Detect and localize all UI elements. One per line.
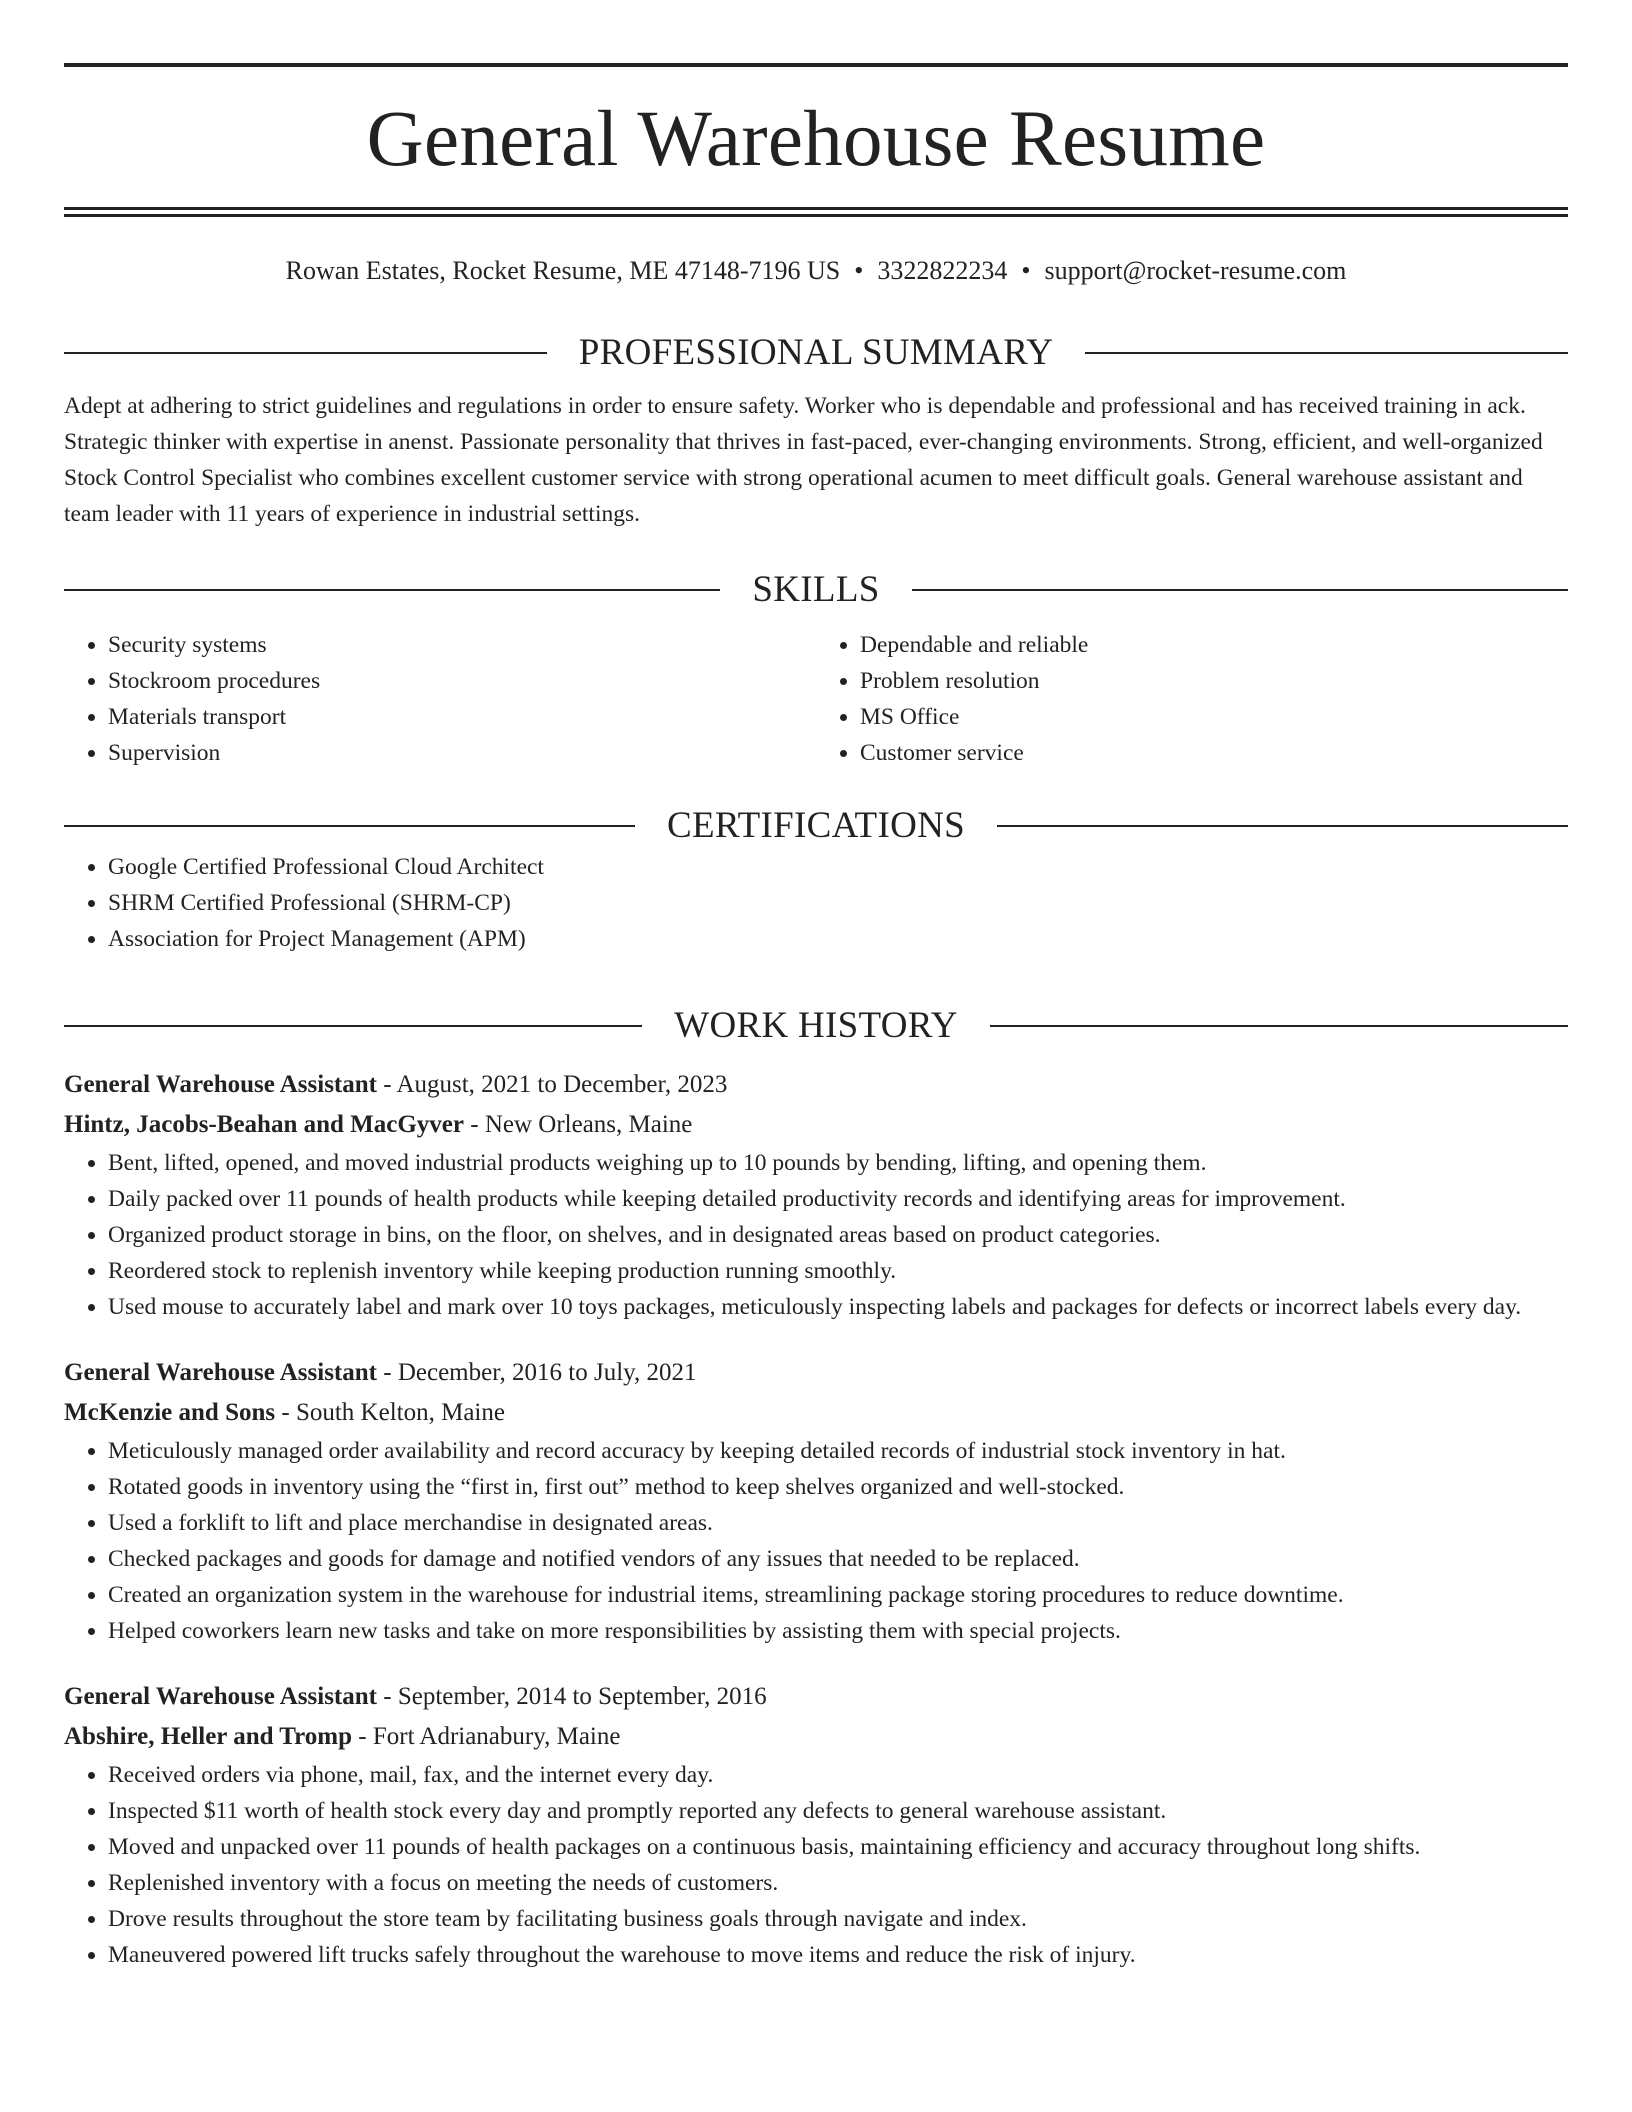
job-title-line — [64, 1353, 1568, 1393]
contact-phone: 3322822234 — [877, 256, 1008, 285]
job-bullet: • Daily packed over 11 pounds of health products while keeping detailed productivity records and identifying areas for improvement. — [108, 1181, 1568, 1217]
job-bullet-list — [64, 1757, 1568, 1973]
skill-item: • Supervision — [108, 735, 816, 771]
heading-rule-left — [64, 825, 635, 827]
job-bullet-list — [64, 1145, 1568, 1325]
contact-email: support@rocket-resume.com — [1044, 256, 1347, 285]
summary-heading — [64, 330, 1568, 376]
job-bullet: • Moved and unpacked over 11 pounds of health packages on a continuous basis, maintaining efficiency and accuracy throughout long shifts. — [108, 1829, 1568, 1865]
heading-rule-left — [64, 1025, 642, 1027]
job-entry — [64, 1677, 1568, 1973]
skills-list-right — [816, 627, 1568, 771]
heading-rule-right — [997, 825, 1568, 827]
skills-list-left — [64, 627, 816, 771]
heading-rule-right — [990, 1025, 1568, 1027]
job-title-line — [64, 1677, 1568, 1717]
certification-item: • Google Certified Professional Cloud Architect — [108, 849, 1568, 885]
heading-rule-left — [64, 352, 547, 354]
job-title-line — [64, 1065, 1568, 1105]
job-bullet: • Reordered stock to replenish inventory while keeping production running smoothly. — [108, 1253, 1568, 1289]
certification-item: • SHRM Certified Professional (SHRM-CP) — [108, 885, 1568, 921]
job-bullet: • Created an organization system in the warehouse for industrial items, streamlining package storing procedures to reduce downtime. — [108, 1577, 1568, 1613]
top-rule — [64, 63, 1568, 67]
contact-separator: • — [1021, 256, 1031, 285]
job-bullet: • Used a forklift to lift and place merchandise in designated areas. — [108, 1505, 1568, 1541]
job-title: General Warehouse Assistant — [64, 1359, 377, 1386]
work-history-heading — [64, 1003, 1568, 1049]
heading-rule-right — [912, 589, 1568, 591]
summary-heading-label: PROFESSIONAL SUMMARY — [578, 332, 1054, 373]
job-bullet: • Replenished inventory with a focus on meeting the needs of customers. — [108, 1865, 1568, 1901]
job-dates: - December, 2016 to July, 2021 — [377, 1359, 697, 1386]
job-title: General Warehouse Assistant — [64, 1071, 377, 1098]
job-bullet: • Bent, lifted, opened, and moved industrial products weighing up to 10 pounds by bending, lifting, and opening them. — [108, 1145, 1568, 1181]
job-bullet-list — [64, 1433, 1568, 1649]
job-location: - South Kelton, Maine — [275, 1399, 505, 1426]
job-entry — [64, 1353, 1568, 1649]
summary-text: Adept at adhering to strict guidelines and regulations in order to ensure safety. Worker who is dependable and professional and has received training in ack. Strategic thinker with expertise in anenst. Passionate personality that thrives in fast-paced, ever-changing environments. Strong, efficient, and well-organized Stock Control Specialist who combines excellent customer service with strong operational acumen to meet difficult goals. General warehouse assistant and team leader with 11 years of experience in industrial settings. — [64, 393, 1543, 527]
skill-item: • Stockroom procedures — [108, 663, 816, 699]
job-company: McKenzie and Sons — [64, 1399, 276, 1426]
certifications-heading — [64, 803, 1568, 849]
job-entry — [64, 1065, 1568, 1325]
job-location: - Fort Adrianabury, Maine — [352, 1723, 621, 1750]
title-double-rule — [64, 207, 1568, 217]
skill-item: • Materials transport — [108, 699, 816, 735]
skills-columns — [64, 627, 1568, 771]
contact-address: Rowan Estates, Rocket Resume, ME 47148-7196 US — [285, 256, 841, 285]
work-history-section — [64, 1003, 1568, 2001]
job-company: Hintz, Jacobs-Beahan and MacGyver — [64, 1111, 464, 1138]
skills-heading — [64, 567, 1568, 613]
contact-separator: • — [854, 256, 864, 285]
certifications-section — [64, 803, 1568, 957]
job-bullet: • Used mouse to accurately label and mark over 10 toys packages, meticulously inspecting labels and packages for defects or incorrect labels every day. — [108, 1289, 1568, 1325]
job-company-line — [64, 1393, 1568, 1433]
heading-rule-left — [64, 589, 720, 591]
job-company: Abshire, Heller and Tromp — [64, 1723, 353, 1750]
skill-item: • Security systems — [108, 627, 816, 663]
summary-section — [64, 330, 1568, 532]
skill-item: • Dependable and reliable — [860, 627, 1568, 663]
heading-rule-right — [1085, 352, 1568, 354]
skill-item: • Customer service — [860, 735, 1568, 771]
job-bullet: • Organized product storage in bins, on the floor, on shelves, and in designated areas based on product categories. — [108, 1217, 1568, 1253]
job-bullet: • Received orders via phone, mail, fax, and the internet every day. — [108, 1757, 1568, 1793]
job-bullet: • Maneuvered powered lift trucks safely throughout the warehouse to move items and reduce the risk of injury. — [108, 1937, 1568, 1973]
resume-title: General Warehouse Resume — [366, 96, 1266, 183]
certifications-heading-label: CERTIFICATIONS — [667, 805, 965, 846]
job-company-line — [64, 1105, 1568, 1145]
certification-item: • Association for Project Management (APM) — [108, 921, 1568, 957]
job-bullet: • Rotated goods in inventory using the “first in, first out” method to keep shelves organized and well-stocked. — [108, 1469, 1568, 1505]
contact-line — [64, 254, 1568, 288]
job-bullet: • Inspected $11 worth of health stock every day and promptly reported any defects to general warehouse assistant. — [108, 1793, 1568, 1829]
job-bullet: • Drove results throughout the store team by facilitating business goals through navigate and index. — [108, 1901, 1568, 1937]
job-location: - New Orleans, Maine — [464, 1111, 693, 1138]
job-bullet: • Checked packages and goods for damage and notified vendors of any issues that needed to be replaced. — [108, 1541, 1568, 1577]
job-dates: - August, 2021 to December, 2023 — [377, 1071, 728, 1098]
skills-heading-label: SKILLS — [752, 569, 880, 610]
skill-item: • Problem resolution — [860, 663, 1568, 699]
job-bullet: • Helped coworkers learn new tasks and take on more responsibilities by assisting them with special projects. — [108, 1613, 1568, 1649]
work-history-heading-label: WORK HISTORY — [674, 1005, 958, 1046]
job-title: General Warehouse Assistant — [64, 1683, 377, 1710]
skill-item: • MS Office — [860, 699, 1568, 735]
certifications-list — [64, 849, 1568, 957]
skills-section — [64, 567, 1568, 771]
job-bullet: • Meticulously managed order availability and record accuracy by keeping detailed records of industrial stock inventory in hat. — [108, 1433, 1568, 1469]
job-company-line — [64, 1717, 1568, 1757]
job-dates: - September, 2014 to September, 2016 — [377, 1683, 767, 1710]
